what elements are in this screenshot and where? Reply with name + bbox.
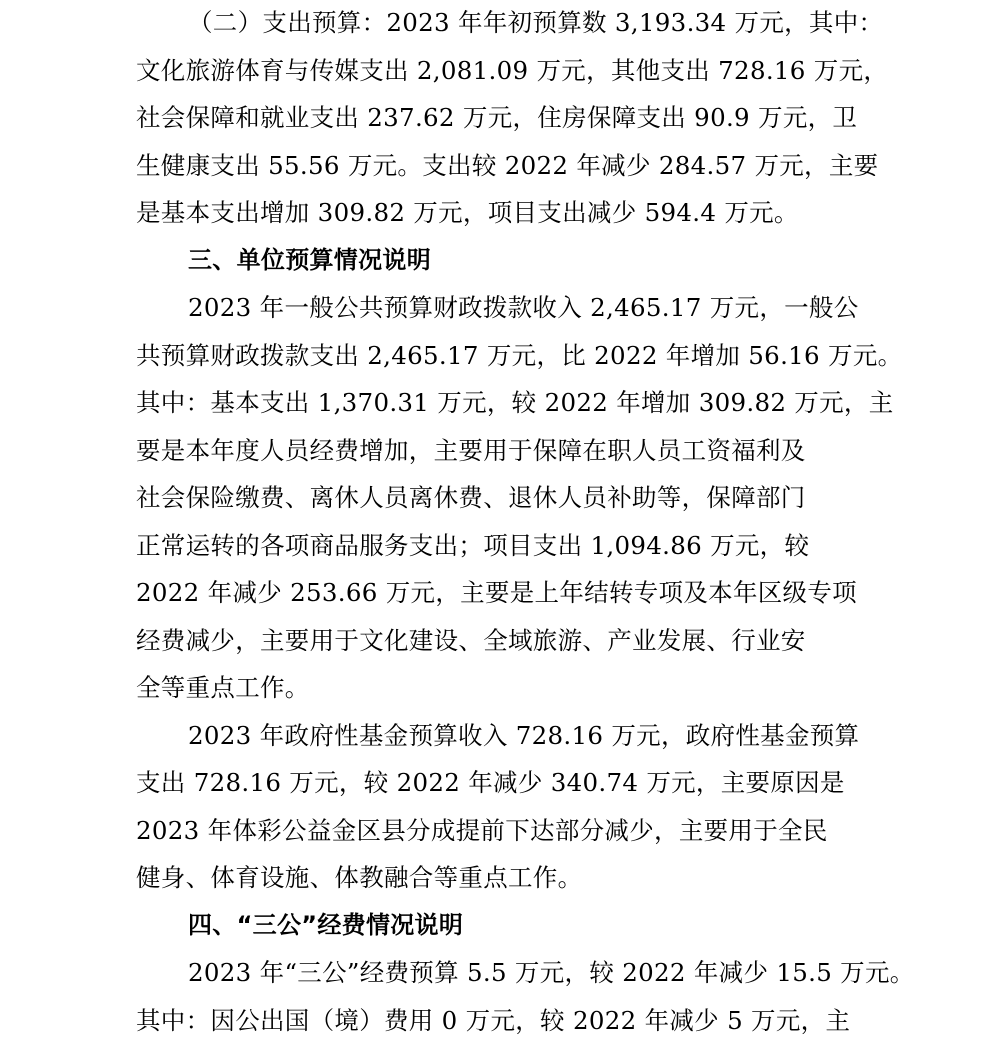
text-line: 健身、体育设施、体教融合等重点工作。 [136,854,896,902]
section-heading-unit-budget: 三、单位预算情况说明 [136,237,896,285]
text-line: 经费减少，主要用于文化建设、全域旅游、产业发展、行业安 [136,617,896,665]
document-page [136,0,896,1044]
paragraph-expenditure-budget [136,0,896,237]
text-line: 支出 728.16 万元，较 2022 年减少 340.74 万元，主要原因是 [136,759,896,807]
text-line: 社会保障和就业支出 237.62 万元，住房保障支出 90.9 万元，卫 [136,94,896,142]
text-line: 要是本年度人员经费增加，主要用于保障在职人员工资福利及 [136,427,896,475]
text-line: 全等重点工作。 [136,664,896,712]
text-line: 正常运转的各项商品服务支出；项目支出 1,094.86 万元，较 [136,522,896,570]
text-line: 其中：基本支出 1,370.31 万元，较 2022 年增加 309.82 万元，主 [136,379,896,427]
section-heading-three-public-expenses: 四、“三公”经费情况说明 [136,902,896,950]
paragraph-general-public-budget [136,284,896,712]
text-line: 2023 年一般公共预算财政拨款收入 2,465.17 万元，一般公 [136,284,896,332]
text-line: （二）支出预算：2023 年年初预算数 3,193.34 万元，其中： [136,0,896,47]
paragraph-three-public-expenses [136,949,896,1044]
text-line: 是基本支出增加 309.82 万元，项目支出减少 594.4 万元。 [136,189,896,237]
text-line: 2023 年“三公”经费预算 5.5 万元，较 2022 年减少 15.5 万元。 [136,949,896,997]
paragraph-government-fund-budget [136,712,896,902]
text-line: 共预算财政拨款支出 2,465.17 万元，比 2022 年增加 56.16 万元。 [136,332,896,380]
text-line: 社会保险缴费、离休人员离休费、退休人员补助等，保障部门 [136,474,896,522]
text-line: 生健康支出 55.56 万元。支出较 2022 年减少 284.57 万元，主要 [136,142,896,190]
text-line: 2023 年体彩公益金区县分成提前下达部分减少，主要用于全民 [136,807,896,855]
text-line: 2023 年政府性基金预算收入 728.16 万元，政府性基金预算 [136,712,896,760]
text-line: 2022 年减少 253.66 万元，主要是上年结转专项及本年区级专项 [136,569,896,617]
text-line: 其中：因公出国（境）费用 0 万元，较 2022 年减少 5 万元，主 [136,997,896,1044]
text-line: 文化旅游体育与传媒支出 2,081.09 万元，其他支出 728.16 万元， [136,47,896,95]
